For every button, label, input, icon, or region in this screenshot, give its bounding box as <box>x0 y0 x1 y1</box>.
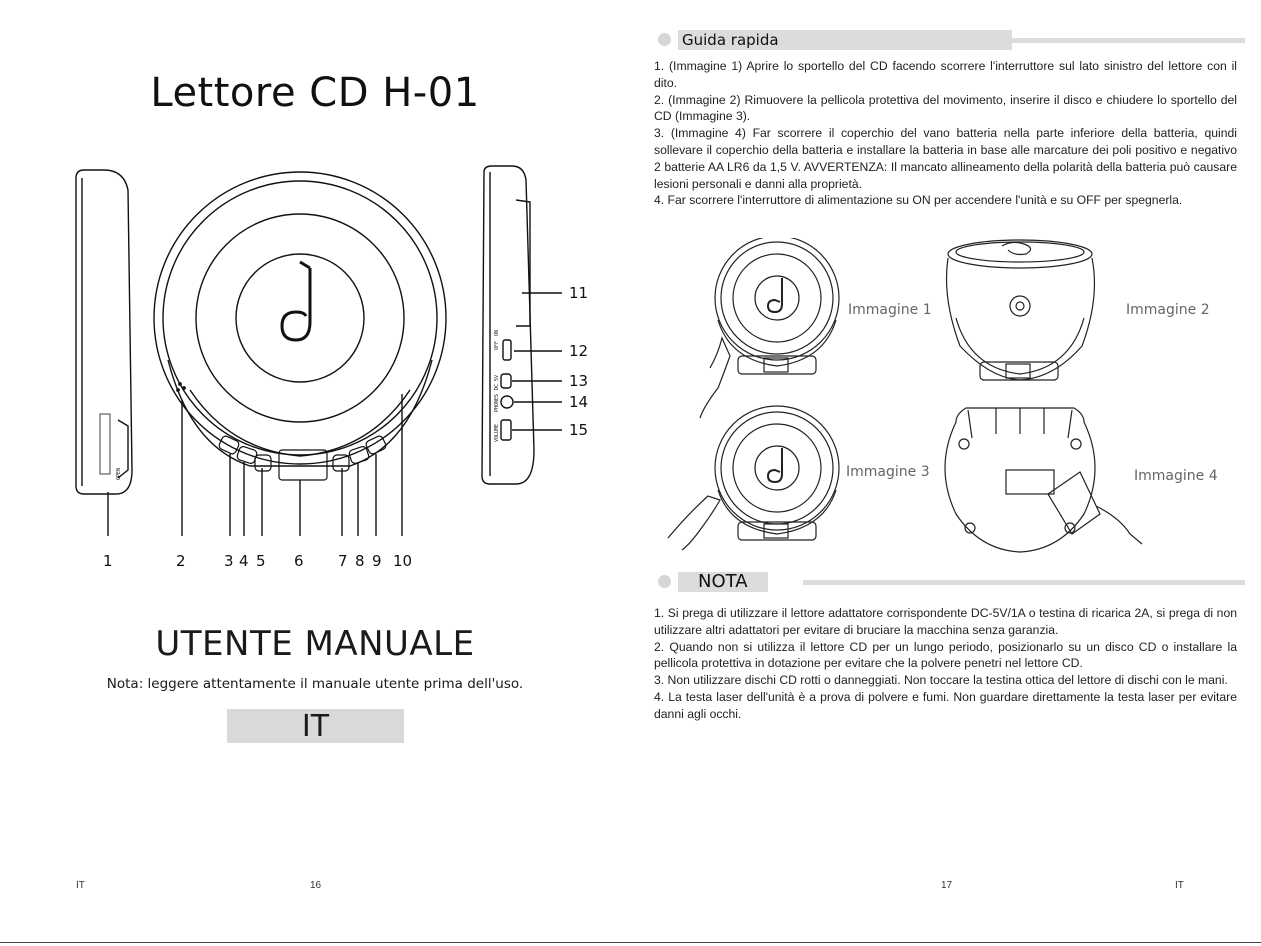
quick-guide-heading: Guida rapida <box>678 30 1012 50</box>
callout-7: 7 <box>338 552 348 570</box>
note-heading: NOTA <box>678 572 768 592</box>
heading-rule <box>803 580 1245 585</box>
read-manual-note: Nota: leggere attentamente il manuale utente prima dell'uso. <box>106 676 524 692</box>
note-item-1: 1. Si prega di utilizzare il lettore adattatore corrispondente DC-5V/1A o testina di ricarica 2A, si prega di non utilizzare altri adattatori per evitare di bruciare la macchina senza garanzia. <box>654 606 1237 637</box>
callout-1: 1 <box>103 552 113 570</box>
callout-9: 9 <box>372 552 382 570</box>
callout-10: 10 <box>393 552 413 570</box>
quick-guide-list <box>654 58 1237 209</box>
note-item-2: 2. Quando non si utilizza il lettore CD per un lungo periodo, posizionarlo su un disco CD o installare la pellicola protettiva in dotazione per evitare che la polvere penetri nel lettore CD. <box>654 639 1237 671</box>
disc-lid <box>196 214 404 422</box>
callout-2: 2 <box>176 552 186 570</box>
callout-4: 4 <box>239 552 249 570</box>
cd-player-diagram <box>0 150 630 580</box>
quick-guide-item-4: 4. Far scorrere l'interruttore di alimentazione su ON per accendere l'unità e su OFF per spegnerla. <box>654 193 1183 208</box>
note-item-3: 3. Non utilizzare dischi CD rotti o danneggiati. Non toccare la testina ottica del lettore di dischi con le mani. <box>654 673 1228 688</box>
left-page <box>0 0 630 946</box>
note-list <box>654 605 1237 723</box>
note-header <box>658 572 1248 592</box>
callout-6: 6 <box>294 552 304 570</box>
page-number-right: 17 <box>941 880 953 891</box>
quick-guide-item-1: 1. (Immagine 1) Aprire lo sportello del CD facendo scorrere l'interruttore sul lato sinistro del lettore con il dito. <box>654 59 1237 90</box>
callout-14: 14 <box>569 393 589 411</box>
caption-immagine-1: Immagine 1 <box>848 302 932 318</box>
footer-language-left: IT <box>76 880 85 891</box>
illustration-2 <box>947 240 1095 380</box>
label-phones: PHONES <box>494 393 500 412</box>
page-title: Lettore CD H-01 <box>150 70 480 116</box>
heading-rule <box>1010 38 1245 43</box>
caption-immagine-2: Immagine 2 <box>1126 302 1210 318</box>
illustration-3 <box>668 406 839 550</box>
language-box: IT <box>227 709 404 743</box>
caption-immagine-3: Immagine 3 <box>846 464 930 480</box>
label-volume: VOLUME <box>494 423 500 442</box>
step-illustrations <box>660 238 1240 558</box>
caption-immagine-4: Immagine 4 <box>1134 468 1218 484</box>
bullet-icon <box>658 575 671 588</box>
page-number-left: 16 <box>310 880 322 891</box>
illustration-4 <box>945 408 1142 552</box>
callout-5: 5 <box>256 552 266 570</box>
illustration-1 <box>700 238 839 418</box>
callout-12: 12 <box>569 342 589 360</box>
label-off: OFF <box>494 340 500 350</box>
manual-title: UTENTE MANUALE <box>155 624 475 664</box>
label-on: ON <box>494 329 500 336</box>
callout-13: 13 <box>569 372 589 390</box>
quick-guide-item-3: 3. (Immagine 4) Far scorrere il coperchio del vano batteria nella parte inferiore della batteria, quindi sollevare il coperchio della batteria e installare la batteria in base alle marcature dei poli positivo e negativo 2 batterie AA LR6 da 1,5 V. AVVERTENZA: Il mancato allineamento della polarità della batteria può causare lesioni personali e danni alla proprietà. <box>654 126 1237 191</box>
footer-language-right: IT <box>1175 880 1184 891</box>
callout-11: 11 <box>569 284 589 302</box>
note-item-4: 4. La testa laser dell'unità è a prova di polvere e fumi. Non guardare direttamente la testa laser per evitare danni agli occhi. <box>654 689 1237 721</box>
label-open: OPEN <box>116 467 122 480</box>
bottom-rule <box>0 942 1261 943</box>
right-page <box>630 0 1261 946</box>
bullet-icon <box>658 33 671 46</box>
callout-8: 8 <box>355 552 365 570</box>
quick-guide-item-2: 2. (Immagine 2) Rimuovere la pellicola protettiva del movimento, inserire il disco e chiudere lo sportello del CD (Immagine 3). <box>654 92 1237 124</box>
callout-3: 3 <box>224 552 234 570</box>
callout-15: 15 <box>569 421 589 439</box>
label-dc5v: DC 5V <box>494 374 500 390</box>
side-view-left <box>76 170 132 494</box>
music-logo <box>282 268 310 340</box>
quick-guide-header <box>658 30 1248 50</box>
